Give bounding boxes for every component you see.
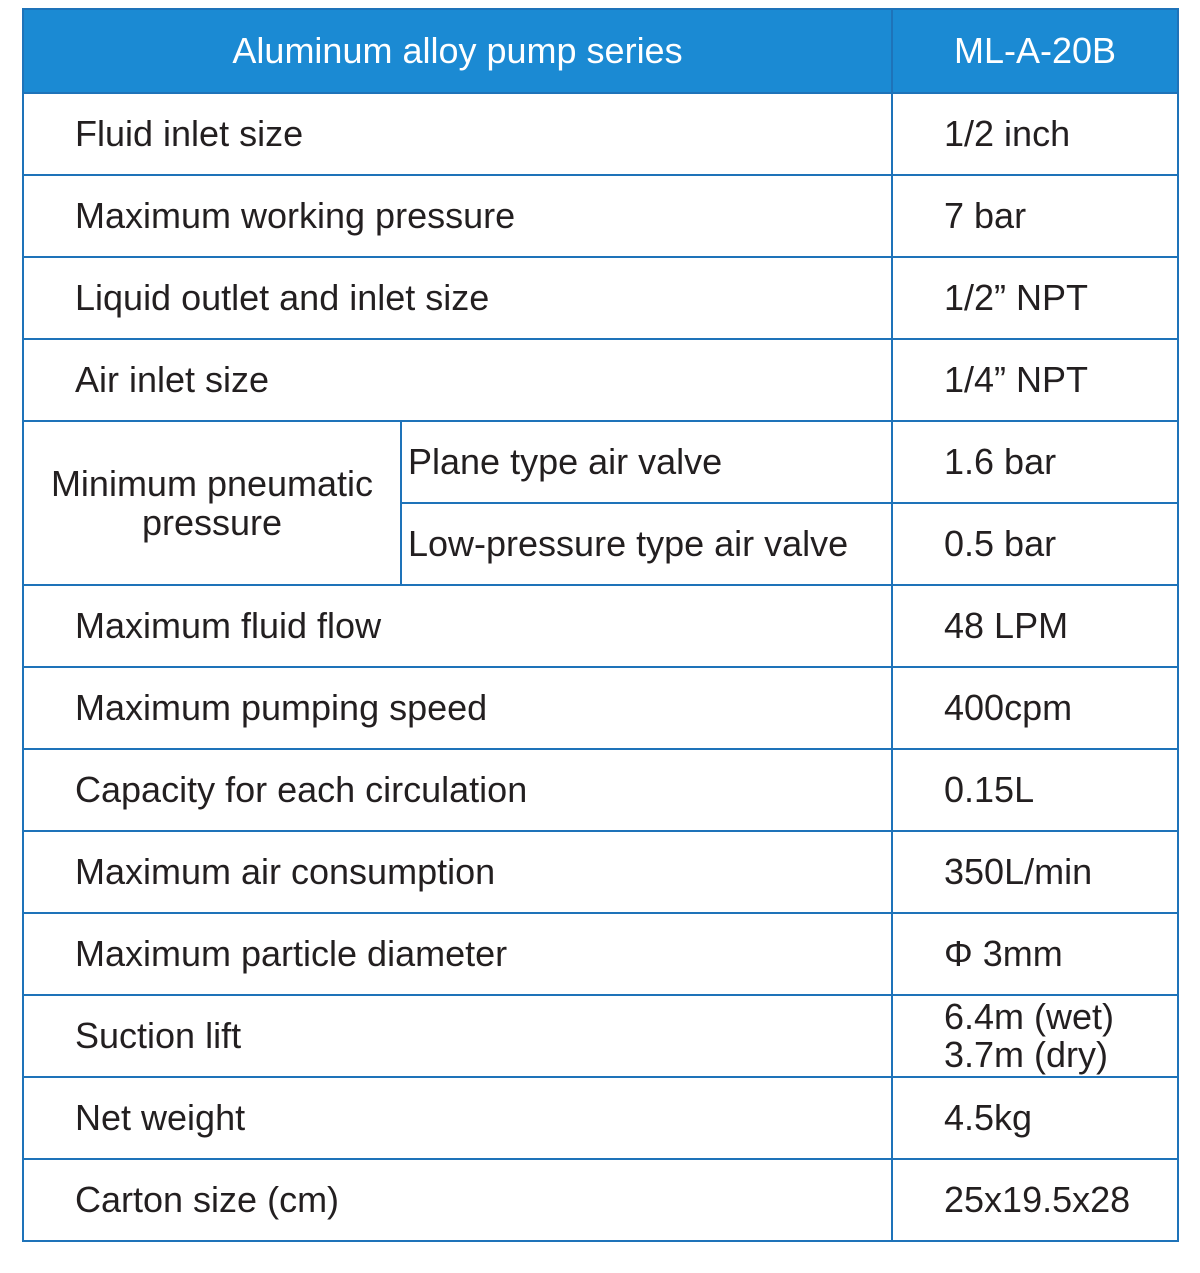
sub-row-label: Plane type air valve bbox=[401, 421, 892, 503]
row-value: 1/4” NPT bbox=[892, 339, 1178, 421]
suction-value bbox=[892, 995, 1178, 1077]
pneumatic-label-line1: Minimum pneumatic bbox=[50, 463, 374, 504]
table-row bbox=[23, 749, 1178, 831]
row-value: 48 LPM bbox=[892, 585, 1178, 667]
table-row bbox=[23, 421, 1178, 503]
suction-dry-value: 3.7m (dry) bbox=[944, 1034, 1109, 1075]
header-row bbox=[23, 9, 1178, 93]
row-value: 7 bar bbox=[892, 175, 1178, 257]
table-row bbox=[23, 1159, 1178, 1241]
row-value: 1/2” NPT bbox=[892, 257, 1178, 339]
pneumatic-group-label bbox=[23, 421, 401, 585]
row-label: Maximum pumping speed bbox=[23, 667, 892, 749]
row-label: Fluid inlet size bbox=[23, 93, 892, 175]
row-label: Carton size (cm) bbox=[23, 1159, 892, 1241]
row-value: 1.6 bar bbox=[892, 421, 1178, 503]
row-label: Net weight bbox=[23, 1077, 892, 1159]
table-row bbox=[23, 831, 1178, 913]
row-value: 0.5 bar bbox=[892, 503, 1178, 585]
table-row bbox=[23, 93, 1178, 175]
row-value: 400cpm bbox=[892, 667, 1178, 749]
pneumatic-label-line2: pressure bbox=[141, 502, 283, 543]
table-row bbox=[23, 667, 1178, 749]
series-title: Aluminum alloy pump series bbox=[23, 9, 892, 93]
row-label: Capacity for each circulation bbox=[23, 749, 892, 831]
row-value: 350L/min bbox=[892, 831, 1178, 913]
model-title: ML-A-20B bbox=[892, 9, 1178, 93]
row-label: Air inlet size bbox=[23, 339, 892, 421]
table-row bbox=[23, 995, 1178, 1077]
table-row bbox=[23, 339, 1178, 421]
row-value: 4.5kg bbox=[892, 1077, 1178, 1159]
table-row bbox=[23, 585, 1178, 667]
table-row bbox=[23, 257, 1178, 339]
row-value: 1/2 inch bbox=[892, 93, 1178, 175]
table-row bbox=[23, 175, 1178, 257]
table-row bbox=[23, 913, 1178, 995]
suction-wet-value: 6.4m (wet) bbox=[944, 996, 1115, 1037]
sub-row-label: Low-pressure type air valve bbox=[401, 503, 892, 585]
row-value: 0.15L bbox=[892, 749, 1178, 831]
spec-table bbox=[22, 8, 1179, 1242]
row-label: Maximum air consumption bbox=[23, 831, 892, 913]
row-value: 25x19.5x28 bbox=[892, 1159, 1178, 1241]
row-value: Φ 3mm bbox=[892, 913, 1178, 995]
row-label: Suction lift bbox=[23, 995, 892, 1077]
row-label: Maximum fluid flow bbox=[23, 585, 892, 667]
row-label: Maximum working pressure bbox=[23, 175, 892, 257]
row-label: Liquid outlet and inlet size bbox=[23, 257, 892, 339]
table-row bbox=[23, 1077, 1178, 1159]
row-label: Maximum particle diameter bbox=[23, 913, 892, 995]
